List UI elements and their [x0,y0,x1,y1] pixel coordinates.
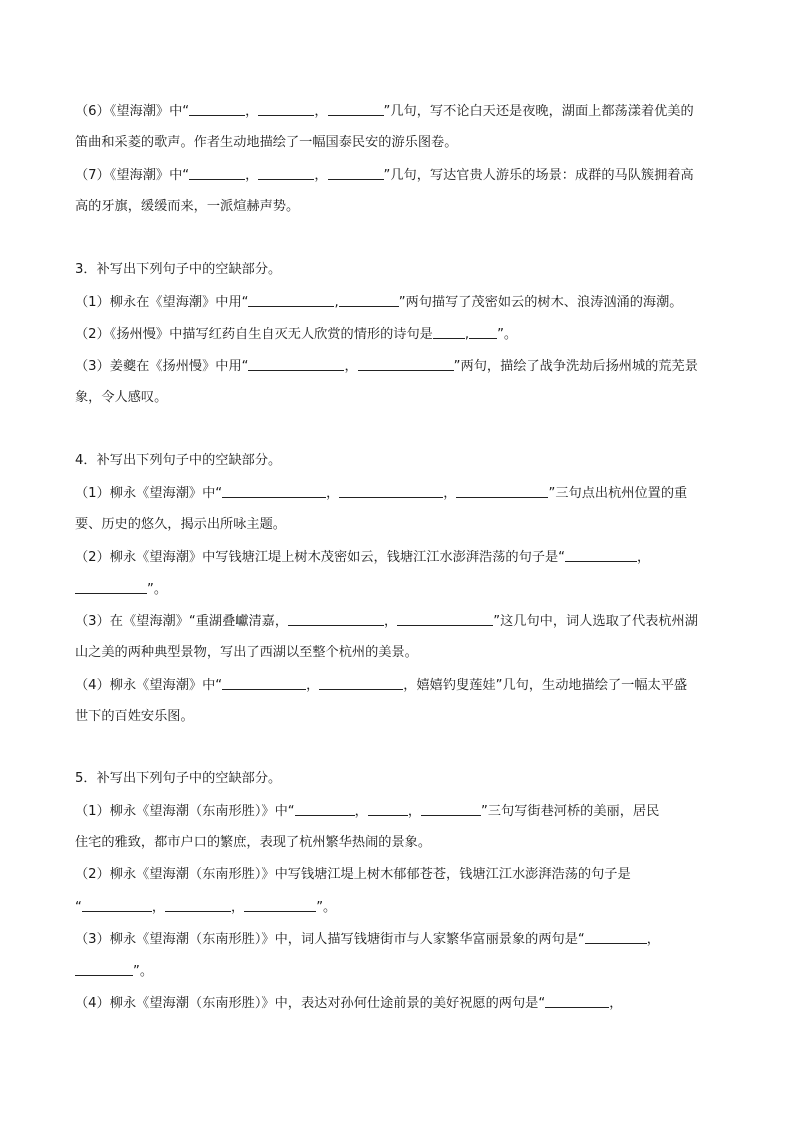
q3-item2-prefix: （2）《扬州慢》中描写红药自生自灭无人欣赏的情形的诗句是 [75,327,433,342]
q5-item2-suffix: ”。 [316,900,337,915]
q5-item1-prefix: （1）柳永《望海潮（东南形胜）》中“ [75,804,295,819]
q5-item1-sep-1: ， [354,804,368,819]
q3-item2-blank-1[interactable] [433,324,465,339]
q3-heading: 3．补写出下列句子中的空缺部分。 [75,262,282,277]
q5-item1-blank-2[interactable] [368,801,408,816]
q5-item1-blank-3[interactable] [421,801,481,816]
q2-item7-line2: 高的牙旗，缓缓而来，一派煊赫声势。 [75,199,300,214]
q2-item6-line1 [75,101,725,122]
item7-blank-3[interactable] [328,165,384,180]
q5-item3-blank-1[interactable] [585,929,647,944]
item7-suffix: ”几句，写达官贵人游乐的场景：成群的马队簇拥着高 [383,168,694,183]
q4-item1-blank-1[interactable] [222,483,326,498]
q3-item3-line2: 象，令人感叹。 [75,390,168,405]
q5-item2-blank-1[interactable] [82,897,152,912]
q4-item4-prefix: （4）柳永《望海潮》中“ [75,678,223,693]
q3-item3-blank-2[interactable] [358,356,454,371]
q5-item3-prefix: （3）柳永《望海潮（东南形胜）》中，词人描写钱塘街市与人家繁华富丽景象的两句是“ [75,932,585,947]
q4-item2 [75,547,725,568]
item7-blank-1[interactable] [189,165,245,180]
q3-item1-blank-2[interactable] [339,292,399,307]
q4-item2-blank-1[interactable] [565,547,637,562]
q3-item3 [75,356,725,377]
q3-item2-sep: , [464,327,470,342]
q4-item4-sep: ， [306,678,320,693]
item6-sep-2: ， [314,104,328,119]
q4-item1-blank-3[interactable] [456,483,548,498]
q5-item4-sep: ， [609,996,623,1011]
q5-item2-sep-1: ， [151,900,166,915]
q4-item1-sep-1: ， [326,486,340,501]
q4-item2-sep: ， [636,550,651,565]
q3-item2-blank-2[interactable] [469,324,497,339]
q4-item1-blank-2[interactable] [339,483,443,498]
q3-item1-blank-1[interactable] [248,292,334,307]
q4-item2-blank-2[interactable] [75,579,147,594]
q5-item3 [75,929,725,950]
q3-item1 [75,292,725,313]
q5-item1-blank-1[interactable] [295,801,355,816]
q4-item3-blank-2[interactable] [397,611,493,626]
q3-item1-suffix: ”两句描写了茂密如云的树木、浪涛汹涌的海潮。 [398,295,683,310]
q3-item3-suffix: ”两句，描绘了战争洗劫后扬州城的荒芜景 [453,359,698,374]
q4-item2-suffix: ”。 [147,582,168,597]
q3-item3-prefix: （3）姜夔在《扬州慢》中用“ [75,359,249,374]
item6-blank-2[interactable] [258,101,314,116]
q4-item4-line2: 世下的百姓安乐图。 [75,709,194,724]
q4-item1-prefix: （1）柳永《望海潮》中“ [75,486,223,501]
item7-sep-2: ， [314,168,328,183]
item7-blank-2[interactable] [258,165,314,180]
q5-item2-blank-3[interactable] [244,897,316,912]
item6-blank-3[interactable] [328,101,384,116]
q5-item1 [75,801,725,822]
q5-item1-suffix: ”三句写街巷河桥的美丽，居民 [481,804,660,819]
q4-item3-suffix: ”这几句中，词人选取了代表杭州湖 [493,614,698,629]
q3-item3-blank-1[interactable] [248,356,344,371]
q3-item1-prefix: （1）柳永在《望海潮》中用“ [75,295,249,310]
q3-item2 [75,324,725,345]
q3-item2-suffix: ”。 [497,327,518,342]
item6-prefix: （6）《望海潮》中“ [75,104,190,119]
q4-item2-prefix: （2）柳永《望海潮》中写钱塘江堤上树木茂密如云，钱塘江江水澎湃浩荡的句子是“ [75,550,565,565]
item7-prefix: （7）《望海潮》中“ [75,168,190,183]
q5-item3-suffix: ”。 [133,964,154,979]
q2-item7-line1 [75,165,725,186]
q5-item3-sep: ， [646,932,660,947]
q5-item2-blank-2[interactable] [165,897,231,912]
q4-item3-sep: ， [384,614,398,629]
q5-item2-line2 [75,897,725,918]
item6-suffix: ”几句，写不论白天还是夜晚，湖面上都荡漾着优美的 [383,104,694,119]
q4-item2-line2 [75,579,725,600]
q4-item1-suffix: ”三句点出杭州位置的重 [548,486,688,501]
q5-item1-line2: 住宅的雅致，都市户口的繁庶，表现了杭州繁华热闹的景象。 [75,835,432,850]
q5-item2-prefix: “ [75,900,82,915]
q4-item1 [75,483,725,504]
q4-item3 [75,611,725,632]
q5-item3-line2 [75,961,725,982]
item6-sep-1: ， [245,104,259,119]
q4-item4-suffix: ，嬉嬉钓叟莲娃”几句，生动地描绘了一幅太平盛 [403,678,688,693]
q2-item6-line2: 笛曲和采菱的歌声。作者生动地描绘了一幅国泰民安的游乐图卷。 [75,135,458,150]
q4-item3-prefix: （3）在《望海潮》“重湖叠巘清嘉， [75,614,289,629]
q4-item4-blank-2[interactable] [319,675,403,690]
q5-item4-blank-1[interactable] [545,993,609,1008]
q4-heading: 4．补写出下列句子中的空缺部分。 [75,453,282,468]
q5-item1-sep-2: ， [407,804,421,819]
q5-item3-blank-2[interactable] [75,961,133,976]
q4-item1-line2: 要、历史的悠久，揭示出所咏主题。 [75,517,286,532]
item6-blank-1[interactable] [189,101,245,116]
q4-item4 [75,675,725,696]
q4-item4-blank-1[interactable] [222,675,306,690]
q3-item1-sep: , [334,295,339,310]
q3-item3-sep: ， [344,359,358,374]
q5-item4-prefix: （4）柳永《望海潮（东南形胜）》中，表达对孙何仕途前景的美好祝愿的两句是“ [75,996,546,1011]
q5-heading: 5．补写出下列句子中的空缺部分。 [75,771,282,786]
q4-item1-sep-2: ， [443,486,457,501]
q5-item2-sep-2: ， [231,900,245,915]
q5-item4 [75,993,725,1014]
q4-item3-blank-1[interactable] [288,611,384,626]
q5-item2: （2）柳永《望海潮（东南形胜）》中写钱塘江堤上树木郁郁苍苍，钱塘江江水澎湃浩荡的句子是 [75,867,631,882]
item7-sep-1: ， [245,168,259,183]
q4-item3-line2: 山之美的两种典型景物，写出了西湖以至整个杭州的美景。 [75,645,418,660]
